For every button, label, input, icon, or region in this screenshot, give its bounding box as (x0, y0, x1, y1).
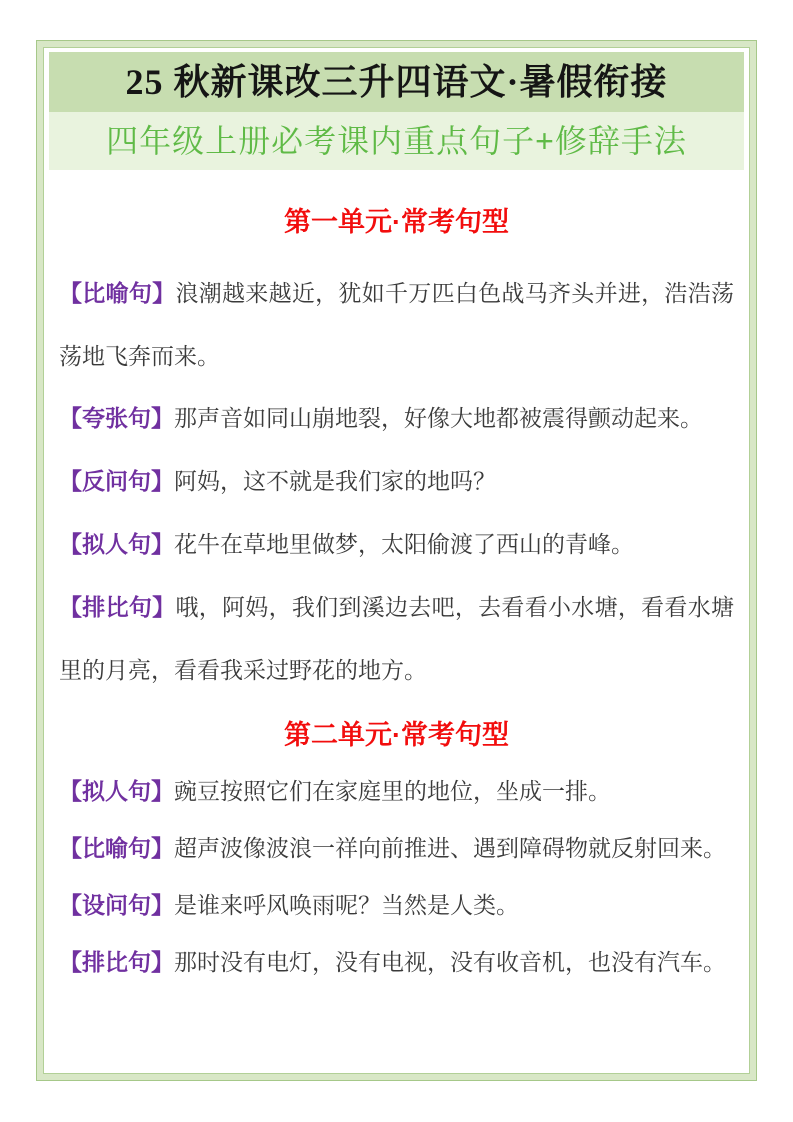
sentence-text: 那声音如同山崩地裂，好像大地都被震得颤动起来。 (174, 405, 703, 431)
sentence-text: 那时没有电灯，没有电视，没有收音机，也没有汽车。 (174, 949, 726, 975)
sentence-entry (59, 387, 734, 450)
worksheet (43, 47, 750, 1074)
sentence-text: 哦，阿妈，我们到溪边去吧，去看看小水塘，看看水塘里的月亮，看看我采过野花的地方。 (59, 594, 735, 683)
section-unit2 (59, 763, 734, 991)
rhetoric-label: 【设问句】 (59, 893, 174, 918)
page-subtitle: 四年级上册必考课内重点句子+修辞手法 (49, 112, 744, 170)
sentence-entry (59, 262, 734, 387)
sentence-entry (59, 513, 734, 576)
sentence-text: 豌豆按照它们在家庭里的地位，坐成一排。 (174, 778, 611, 804)
sentence-text: 花牛在草地里做梦，太阳偷渡了西山的青峰。 (174, 531, 634, 557)
rhetoric-label: 【比喻句】 (59, 836, 174, 861)
page-frame (36, 40, 757, 1081)
rhetoric-label: 【拟人句】 (59, 532, 174, 557)
sentence-entry (59, 450, 734, 513)
section-heading-unit2: 第二单元·常考句型 (284, 720, 509, 750)
sentence-entry (59, 820, 734, 877)
page-title: 25 秋新课改三升四语文·暑假衔接 (49, 52, 744, 112)
section-unit1 (59, 262, 734, 701)
rhetoric-label: 【反问句】 (59, 469, 174, 494)
document-body (49, 202, 744, 991)
sentence-text: 浪潮越来越近，犹如千万匹白色战马齐头并进，浩浩荡荡地飞奔而来。 (59, 280, 735, 369)
section-heading-unit1: 第一单元·常考句型 (284, 207, 509, 237)
rhetoric-label: 【排比句】 (59, 950, 174, 975)
rhetoric-label: 【排比句】 (59, 595, 176, 620)
sentence-text: 超声波像波浪一祥向前推进、遇到障碍物就反射回来。 (174, 835, 726, 861)
sentence-text: 阿妈，这不就是我们家的地吗？ (174, 468, 496, 494)
sentence-entry (59, 934, 734, 991)
rhetoric-label: 【拟人句】 (59, 779, 174, 804)
rhetoric-label: 【比喻句】 (59, 281, 176, 306)
sentence-entry (59, 763, 734, 820)
sentence-text: 是谁来呼风唤雨呢？当然是人类。 (174, 892, 519, 918)
sentence-entry (59, 576, 734, 701)
sentence-entry (59, 877, 734, 934)
rhetoric-label: 【夸张句】 (59, 406, 174, 431)
